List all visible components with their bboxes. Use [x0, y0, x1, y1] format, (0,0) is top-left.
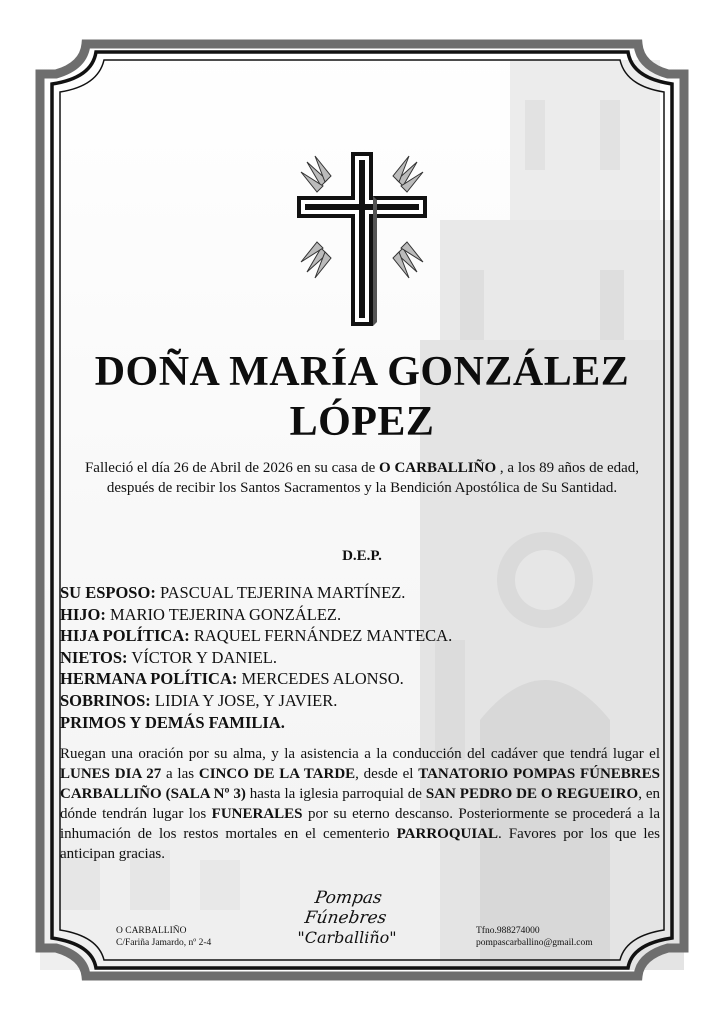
request-text: a las [161, 766, 199, 782]
family-label: NIETOS: [60, 647, 128, 667]
family-label: HIJA POLÍTICA: [60, 626, 190, 646]
deceased-name-line1: DOÑA MARÍA GONZÁLEZ [94, 349, 630, 395]
family-row [60, 647, 660, 669]
family-list [60, 582, 660, 733]
family-row [60, 625, 660, 647]
family-value: LIDIA Y JOSE, Y JAVIER. [150, 690, 338, 710]
family-value: PASCUAL TEJERINA MARTÍNEZ. [155, 583, 406, 602]
request-text: . Favores por los que les anticipan gracias. [60, 826, 660, 862]
request-text: , en dónde tendrán lugar los [60, 786, 660, 822]
family-row [60, 604, 660, 626]
footer-phone: Tfno.988274000 [476, 926, 540, 936]
family-label: PRIMOS Y DEMÁS FAMILIA. [60, 712, 285, 732]
funeral-request [60, 744, 660, 864]
family-value: VÍCTOR Y DANIEL. [127, 647, 277, 667]
family-value: RAQUEL FERNÁNDEZ MANTECA. [189, 626, 453, 646]
footer-town: O CARBALLIÑO [116, 926, 187, 936]
family-row [60, 668, 660, 690]
intro-text-2: , a los 89 años de edad, después de recibir los Santos Sacramentos y la Bendición Apostólica de Su Santidad. [106, 460, 640, 496]
family-value: MERCEDES ALONSO. [237, 669, 404, 689]
deceased-name [56, 347, 668, 447]
intro-text-1: Falleció el día 26 de Abril de 2026 en su casa de [84, 460, 380, 476]
footer-contact [476, 925, 593, 949]
dep-heading: D.E.P. [342, 548, 382, 564]
request-cemetery: PARROQUIAL [396, 826, 499, 842]
family-label: HIJO: [60, 604, 106, 624]
family-value: MARIO TEJERINA GONZÁLEZ. [105, 604, 342, 624]
footer-street: C/Fariña Jamardo, nº 2-4 [116, 938, 212, 948]
request-funerals: FUNERALES [211, 806, 303, 822]
request-text: hasta la iglesia parroquial de [245, 786, 426, 802]
family-row [60, 582, 660, 604]
request-time: CINCO DE LA TARDE [198, 766, 356, 782]
footer-address [116, 925, 211, 949]
request-date: LUNES DIA 27 [60, 766, 162, 782]
intro-place: O CARBALLIÑO [379, 460, 497, 476]
logo-line2: "Carballiño" [297, 928, 397, 947]
request-text: Ruegan una oración por su alma, y la asistencia a la conducción del cadáver que tendrá lugar el [60, 746, 660, 762]
deceased-name-line2: LÓPEZ [289, 399, 435, 445]
family-label: SU ESPOSO: [60, 583, 156, 602]
family-row [60, 690, 660, 712]
logo-line1: Pompas Fúnebres [303, 888, 388, 928]
death-announcement [70, 458, 654, 498]
family-label: SOBRINOS: [60, 690, 151, 710]
cross-icon [287, 142, 437, 332]
funeral-home-logo [282, 888, 412, 948]
family-row [60, 712, 660, 734]
request-funeral-home: TANATORIO POMPAS FÚNEBRES CARBALLIÑO (SALA Nº 3) [60, 766, 660, 802]
obituary-content [56, 60, 668, 960]
request-text: por su eterno descanso. Posteriormente se procederá a la inhumación de los restos mortales en el cementerio [60, 806, 660, 842]
request-text: , desde el [355, 766, 419, 782]
family-label: HERMANA POLÍTICA: [60, 669, 238, 689]
footer-email: pompascarballino@gmail.com [476, 938, 593, 948]
request-church: SAN PEDRO DE O REGUEIRO [425, 786, 639, 802]
